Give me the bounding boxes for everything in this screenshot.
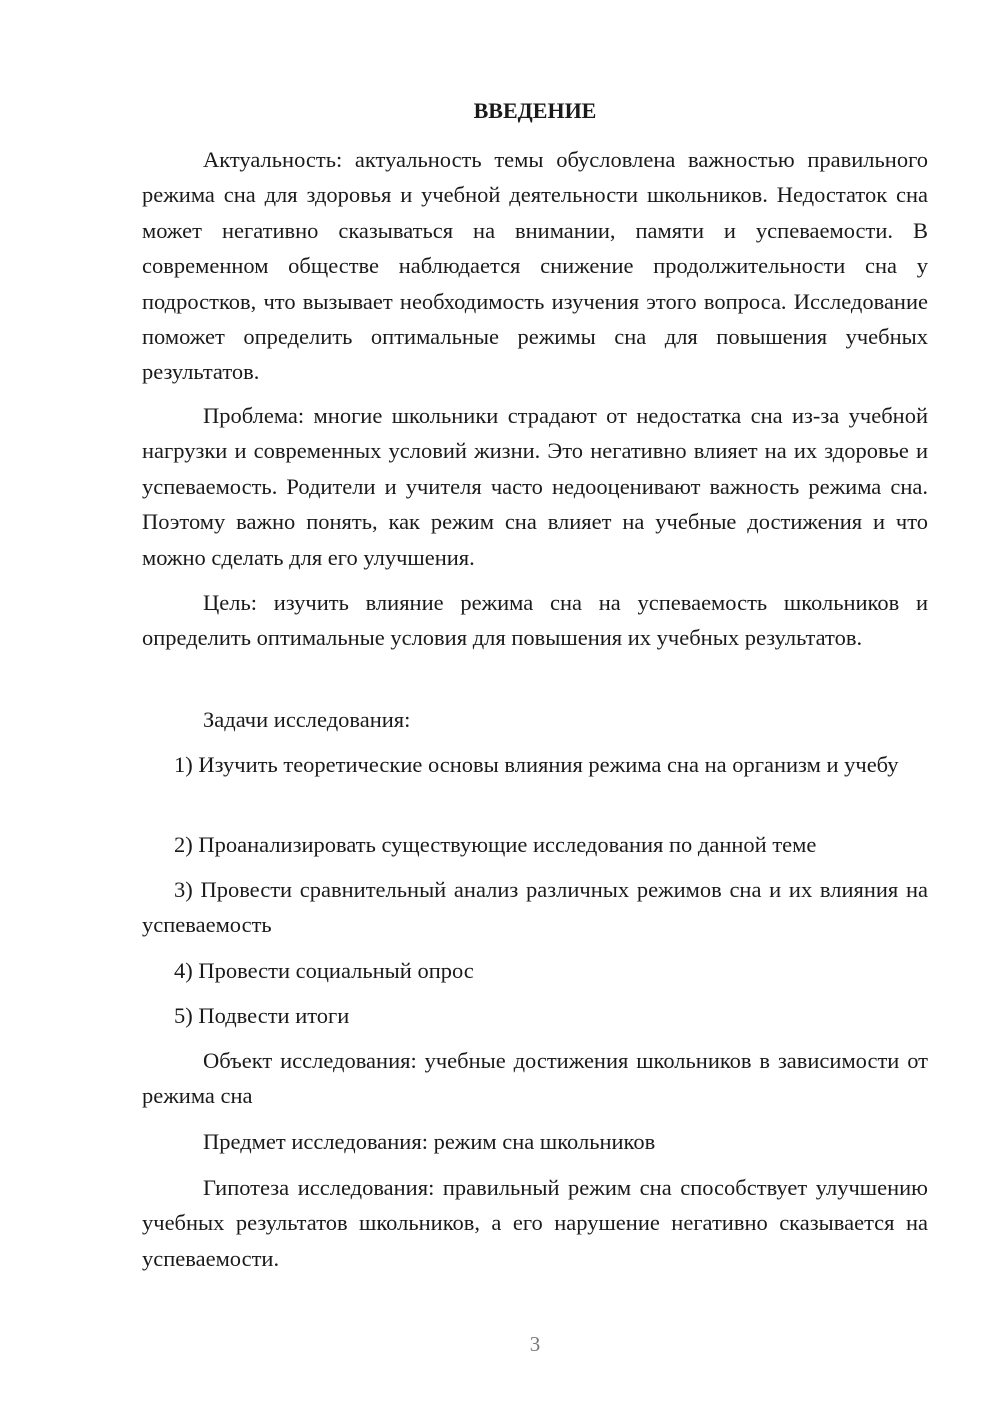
goal-paragraph: Цель: изучить влияние режима сна на успеваемость школьников и определить оптимальные условия для повышения их учебных результатов. xyxy=(142,590,928,651)
relevance-paragraph: Актуальность: актуальность темы обусловлена важностью правильного режима сна для здоровья и учебной деятельности школьников. Недостаток сна может негативно сказываться на внимании, памяти и успеваемости. В современном обществе наблюдается снижение продолжительности сна у подростков, что вызывает необходимость изучения этого вопроса. Исследование поможет определить оптимальные режимы сна для повышения учебных результатов. xyxy=(142,147,928,385)
task-item-3: 3) Провести сравнительный анализ различных режимов сна и их влияния на успеваемость xyxy=(142,877,928,938)
task-item-2: 2) Проанализировать существующие исследования по данной теме xyxy=(174,832,817,857)
object-paragraph: Объект исследования: учебные достижения школьников в зависимости от режима сна xyxy=(142,1048,928,1109)
problem-paragraph: Проблема: многие школьники страдают от недостатка сна из-за учебной нагрузки и современных условий жизни. Это негативно влияет на их здоровье и успеваемость. Родители и учителя часто недооценивают важность режима сна. Поэтому важно понять, как режим сна влияет на учебные достижения и что можно сделать для его улучшения. xyxy=(142,403,928,570)
page-number: 3 xyxy=(529,1332,541,1356)
section-title-text: ВВЕДЕНИЕ xyxy=(473,98,597,123)
task-item-1: 1) Изучить теоретические основы влияния режима сна на организм и учебу xyxy=(174,752,899,777)
tasks-heading: Задачи исследования: xyxy=(203,707,411,732)
hypothesis-paragraph: Гипотеза исследования: правильный режим сна способствует улучшению учебных результатов школьников, а его нарушение негативно сказывается на успеваемости. xyxy=(142,1175,928,1271)
task-item-5: 5) Подвести итоги xyxy=(174,1003,350,1028)
section-title xyxy=(142,94,928,128)
subject-paragraph: Предмет исследования: режим сна школьников xyxy=(203,1129,656,1154)
task-item-4: 4) Провести социальный опрос xyxy=(174,958,474,983)
